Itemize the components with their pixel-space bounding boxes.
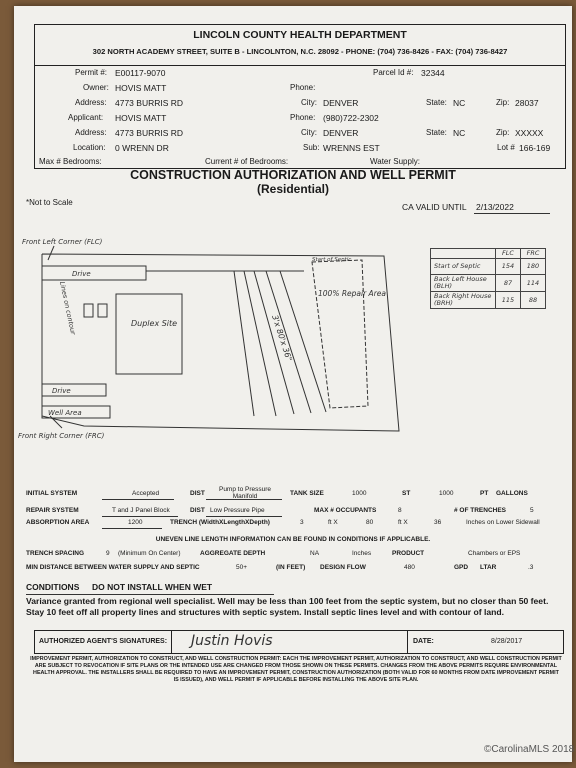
front-left-corner-label: Front Left Corner (FLC)	[22, 238, 103, 246]
distance-table-header	[431, 249, 546, 259]
septic-tank-1	[84, 304, 93, 317]
product-label: PRODUCT	[392, 550, 425, 557]
applicant-zip: XXXXX	[515, 128, 544, 138]
owner-state: NC	[453, 98, 466, 108]
front-right-corner-label: Front Right Corner (FRC)	[18, 432, 105, 440]
signature-date: 8/28/2017	[491, 638, 523, 645]
ca-valid-date: 2/13/2022	[476, 202, 514, 212]
underline-dist	[206, 499, 282, 500]
underline-repair-dist	[206, 516, 282, 517]
applicant-phone-label: Phone:	[290, 113, 316, 122]
trench-line-1	[234, 271, 254, 416]
trench-length: 80	[366, 519, 374, 526]
gpd-label: GPD	[454, 564, 469, 571]
notice-text: IMPROVEMENT PERMIT, AUTHORIZATION TO CONSTRUCT, AND WELL CONSTRUCTION PERMIT: EACH THE IMPROVEMENT PERMIT, AUTHORIZATION TO CONSTRUCT, AND WELL CONSTRUCTION PERMIT ARE SUBJECT TO REVOCATION IF SITE PLANS OR THE INTENDED USE ARE CHANGED FROM THOSE SHOWN ON THESE PERMITS. CHANGES FROM THE ABOVE PERMITS REQUIRE ENVIRONMENTAL HEALTH APPROVAL. THE INSTALLERS SHALL BE REQUIRED TO HAVE AN IMPROVEMENT PERMIT, CONSTRUCTION AUTHORIZATION (BOTH VALID FOR 60 MONTHS FROM DATE IMPROVEMENT PERMIT IS ISSUED), AND WELL PERMIT IF APPLICABLE BEFORE INSTALLING THE ABOVE SITE PLAN.	[30, 656, 562, 683]
min-distance-label: MIN DISTANCE BETWEEN WATER SUPPLY AND SEPTIC	[26, 564, 200, 571]
distance-cell: 180	[521, 259, 546, 275]
trench-spacing: 9	[106, 550, 110, 557]
initial-dist-label: DIST	[190, 490, 205, 497]
inches-label: Inches	[352, 550, 372, 557]
trench-depth: 36	[434, 519, 442, 526]
owner-address: 4773 BURRIS RD	[115, 98, 184, 108]
distance-row-label: Start of Septic	[431, 259, 496, 275]
design-flow: 480	[404, 564, 415, 571]
underline-absorption	[102, 528, 162, 529]
max-occupants-label: MAX # OCCUPANTS	[314, 507, 377, 514]
spacing-note: (Minimum On Center)	[118, 550, 181, 557]
owner-zip-label: Zip:	[496, 98, 510, 107]
distance-row-label	[431, 249, 496, 259]
max-occupants: 8	[398, 507, 402, 514]
department-address: 302 NORTH ACADEMY STREET, SUITE B - LINCOLNTON, N.C. 28092 - PHONE: (704) 736-8426 - FAX: (704) 736-8427	[92, 47, 508, 56]
location: 0 WRENN DR	[115, 143, 169, 153]
owner-city: DENVER	[323, 98, 359, 108]
initial-system-label: INITIAL SYSTEM	[26, 490, 78, 497]
conditions-label: CONDITIONS	[26, 582, 80, 592]
conditions-first: DO NOT INSTALL WHEN WET	[92, 582, 213, 592]
septic-tank-2	[98, 304, 107, 317]
document-title: CONSTRUCTION AUTHORIZATION AND WELL PERMIT	[130, 168, 456, 182]
permit-document	[14, 6, 575, 762]
trench-spacing-label: TRENCH SPACING	[26, 550, 85, 557]
distance-cell: 114	[521, 275, 546, 292]
applicant-address-label: Address:	[75, 128, 107, 137]
applicant-zip-label: Zip:	[496, 128, 510, 137]
distance-cell: 88	[521, 292, 546, 309]
underline-repair	[102, 516, 178, 517]
st-label: ST	[402, 490, 411, 497]
distance-cell: FRC	[521, 249, 546, 259]
applicant-label: Applicant:	[68, 113, 104, 122]
owner-state-label: State:	[426, 98, 447, 107]
st-value: 1000	[439, 490, 454, 497]
repair-dist-label: DIST	[190, 507, 205, 514]
product: Chambers or EPS	[468, 550, 521, 557]
duplex-label: Duplex Site	[131, 319, 178, 328]
applicant-state: NC	[453, 128, 466, 138]
repair-system-label: REPAIR SYSTEM	[26, 507, 79, 514]
applicant-state-label: State:	[426, 128, 447, 137]
owner-label: Owner:	[83, 83, 109, 92]
owner-city-label: City:	[301, 98, 317, 107]
ca-valid-underline	[474, 213, 550, 214]
distance-cell: FLC	[496, 249, 521, 259]
distance-cell: 115	[496, 292, 521, 309]
repair-area-shape	[312, 260, 368, 408]
initial-dist: Pump to Pressure Manifold	[218, 486, 272, 500]
flc-leader-line	[48, 246, 54, 260]
max-bedrooms-label: Max # Bedrooms:	[39, 157, 102, 166]
duplex-footprint	[116, 294, 182, 374]
header-box	[34, 24, 566, 66]
date-divider	[407, 631, 409, 653]
distance-row-label: Back Right House (BRH)	[431, 292, 496, 309]
absorption-area-label: ABSORPTION AREA	[26, 519, 90, 526]
document-subtitle: (Residential)	[256, 182, 329, 196]
not-to-scale-note: *Not to Scale	[26, 198, 73, 207]
sidewall-note: Inches on Lower Sidewall	[466, 519, 540, 526]
applicant-phone: (980)722-2302	[323, 113, 379, 123]
underline-initial	[102, 499, 174, 500]
drive-bottom-label: Drive	[52, 387, 71, 395]
min-distance: 50+	[236, 564, 248, 571]
lines-on-contour-label: Lines on contour	[58, 280, 78, 336]
tank-size-label: TANK SIZE	[290, 490, 324, 497]
trenches-label: # OF TRENCHES	[454, 507, 507, 514]
lot-label: Lot #	[497, 143, 515, 152]
owner-address-label: Address:	[75, 98, 107, 107]
permit-info-box	[34, 64, 566, 169]
trench-width: 3	[300, 519, 304, 526]
applicant-city-label: City:	[301, 128, 317, 137]
trench-dims-label-field: TRENCH (WidthXLengthXDepth)	[170, 519, 270, 526]
agent-signature: Justin Hovis	[191, 633, 273, 649]
distance-cell: 87	[496, 275, 521, 292]
distance-cell: 154	[496, 259, 521, 275]
drive-top-label: Drive	[72, 270, 91, 278]
conditions-underline	[26, 594, 274, 595]
applicant-address: 4773 BURRIS RD	[115, 128, 184, 138]
in-feet-label: (IN FEET)	[276, 564, 306, 571]
uneven-line-note: UNEVEN LINE LENGTH INFORMATION CAN BE FOUND IN CONDITIONS IF APPLICABLE.	[155, 536, 431, 543]
location-label: Location:	[73, 143, 106, 152]
design-flow-label: DESIGN FLOW	[320, 564, 366, 571]
initial-system: Accepted	[132, 490, 160, 497]
agent-signature-label: AUTHORIZED AGENT'S SIGNATURES:	[39, 638, 168, 645]
drive-top-shape	[42, 266, 146, 280]
signature-box	[34, 630, 564, 654]
owner-zip: 28037	[515, 98, 539, 108]
absorption-area: 1200	[128, 519, 143, 526]
conditions-text: Variance granted from regional well specialist. Well may be less than 100 feet from the septic system, but no closer than 50 feet. Stay 10 feet off all property lines and structures with septic system. Install septic lines level and with contour of land.	[26, 596, 549, 617]
repair-system: T and J Panel Block	[112, 507, 170, 514]
permit-number: E00117-9070	[115, 68, 166, 78]
distance-table-row	[431, 292, 546, 309]
ltar-value: .3	[528, 564, 534, 571]
lot-number: 166-169	[519, 143, 551, 153]
owner-name: HOVIS MATT	[115, 83, 167, 93]
watermark: ©CarolinaMLS 2018	[484, 744, 575, 755]
current-bedrooms-label: Current # of Bedrooms:	[205, 157, 289, 166]
well-area-label: Well Area	[48, 409, 82, 417]
parcel-label: Parcel Id #:	[373, 68, 414, 77]
parcel-id: 32344	[421, 68, 445, 78]
department-name: LINCOLN COUNTY HEALTH DEPARTMENT	[193, 29, 407, 41]
repair-area-label: 100% Repair Area	[318, 289, 386, 298]
distance-table	[430, 248, 546, 309]
distance-table-row	[431, 275, 546, 292]
date-label: DATE:	[413, 638, 434, 645]
aggregate-depth-label: AGGREGATE DEPTH	[200, 550, 266, 557]
subdivision: WRENNS EST	[323, 143, 380, 153]
permit-label: Permit #:	[75, 68, 108, 77]
property-line	[42, 254, 399, 431]
trenches-count: 5	[530, 507, 534, 514]
gallons-label: GALLONS	[496, 490, 528, 497]
ftx-2: ft X	[398, 519, 408, 526]
trench-dims-label: 3'x 80'x 36"	[270, 313, 294, 363]
owner-phone-label: Phone:	[290, 83, 316, 92]
ftx-1: ft X	[328, 519, 338, 526]
start-septic-label: Start of Septic	[312, 257, 352, 263]
applicant-name: HOVIS MATT	[115, 113, 167, 123]
ltar-label: LTAR	[480, 564, 497, 571]
applicant-city: DENVER	[323, 128, 359, 138]
repair-dist: Low Pressure Pipe	[210, 507, 265, 514]
pt-label: PT	[480, 490, 489, 497]
sub-label: Sub:	[303, 143, 320, 152]
tank-size: 1000	[352, 490, 367, 497]
distance-row-label: Back Left House (BLH)	[431, 275, 496, 292]
aggregate-depth: NA	[310, 550, 320, 557]
ca-valid-label: CA VALID UNTIL	[402, 202, 467, 212]
water-supply-label: Water Supply:	[370, 157, 420, 166]
distance-table-row	[431, 259, 546, 275]
